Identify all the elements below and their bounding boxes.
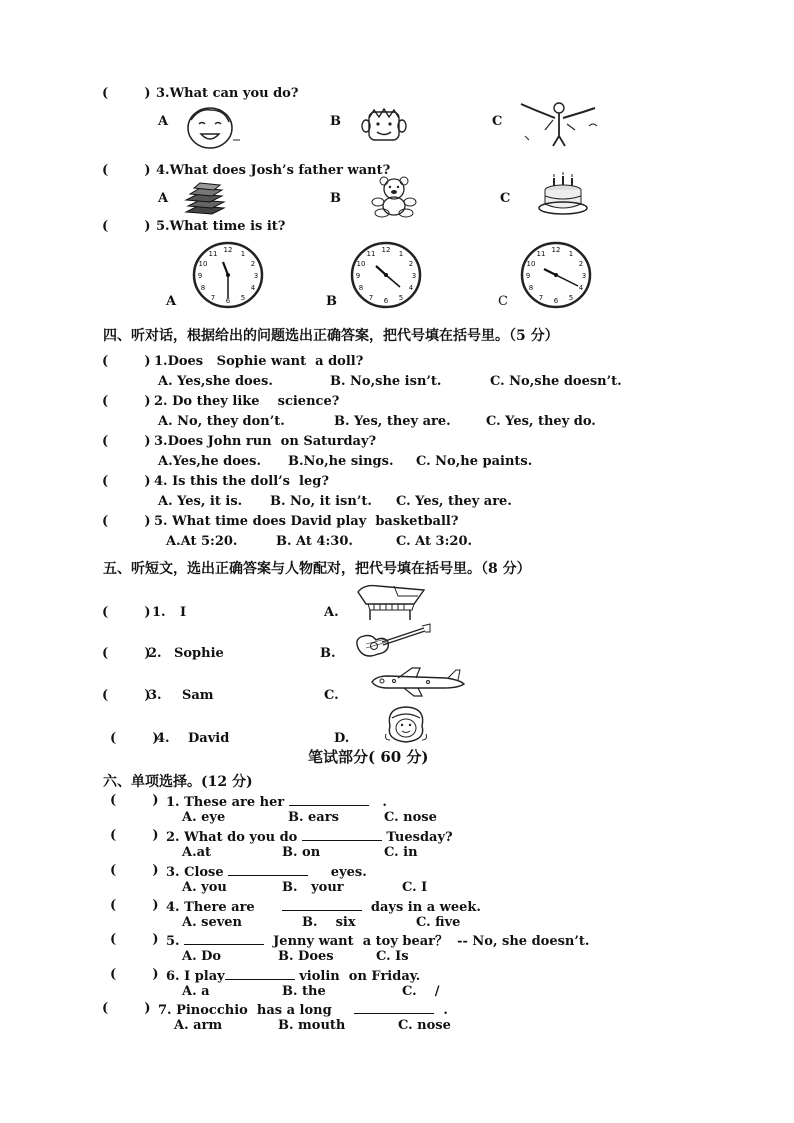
piano-picture <box>354 582 430 622</box>
option-letter: B. <box>320 646 336 661</box>
svg-text:6: 6 <box>225 297 231 305</box>
option-letter: A <box>158 191 169 206</box>
question-paren: ( ) <box>110 898 159 913</box>
stem-before-blank: 2. What do you do <box>166 830 302 845</box>
option-b: B. the <box>282 984 326 999</box>
question-stem <box>166 932 589 950</box>
question-text: 5. What time does David play basketball? <box>154 514 459 529</box>
svg-text:2: 2 <box>578 260 584 268</box>
airplane-picture <box>368 668 468 698</box>
svg-text:7: 7 <box>368 294 374 302</box>
question-number: 4. <box>156 731 170 746</box>
option-a: A.At 5:20. <box>166 534 238 549</box>
option-a: A. No, they don’t. <box>158 414 285 429</box>
option-c: C. nose <box>384 810 437 825</box>
svg-text:11: 11 <box>208 250 218 258</box>
option-c: C. No,she doesn’t. <box>490 374 622 389</box>
option-letter: D. <box>334 731 350 746</box>
svg-text:9: 9 <box>525 272 531 280</box>
svg-text:1: 1 <box>240 250 246 258</box>
section-heading: 五、听短文，选出正确答案与人物配对，把代号填在括号里。（8 分） <box>103 561 531 577</box>
question-stem <box>166 898 481 916</box>
birthday-cake-picture <box>536 172 590 220</box>
question-text: 4.What does Josh’s father want? <box>156 163 391 178</box>
stem-before-blank: 7. Pinocchio has a long <box>158 1003 355 1018</box>
svg-text:11: 11 <box>366 250 376 258</box>
option-letter: B <box>330 191 341 206</box>
option-b: B. Yes, they are. <box>334 414 451 429</box>
option-letter: C <box>498 294 508 309</box>
option-a: A.at <box>182 845 212 860</box>
option-c: C. No,he paints. <box>416 454 533 469</box>
answer-blank <box>184 932 264 945</box>
option-a: A. seven <box>182 915 243 930</box>
question-text: 3.Does John run on Saturday? <box>154 434 377 449</box>
answer-blank <box>354 1001 434 1014</box>
question-paren: ( ) <box>110 793 159 808</box>
question-text: 3.What can you do? <box>156 86 299 101</box>
question-paren: ( ) <box>102 354 151 369</box>
section-heading: 六、单项选择。(12 分) <box>103 774 253 790</box>
option-letter: C <box>492 114 503 129</box>
option-c: C. I <box>402 880 428 895</box>
option-c: C. Yes, they are. <box>396 494 512 509</box>
face-picture <box>185 106 241 150</box>
question-text: 1.Does Sophie want a doll? <box>154 354 364 369</box>
option-b: B. At 4:30. <box>276 534 353 549</box>
stem-after-blank: eyes. <box>308 865 367 880</box>
svg-text:2: 2 <box>408 260 414 268</box>
option-letter: C. <box>324 688 339 703</box>
svg-text:3: 3 <box>411 272 417 280</box>
stem-before-blank: 5. <box>166 934 185 949</box>
svg-text:6: 6 <box>553 297 559 305</box>
svg-text:4: 4 <box>408 284 414 292</box>
stem-after-blank: days in a week. <box>361 900 481 915</box>
answer-blank <box>225 967 295 980</box>
question-paren: ( ) <box>102 434 151 449</box>
question-paren: ( ) <box>102 394 151 409</box>
option-a: A. eye <box>182 810 226 825</box>
question-paren: ( ) <box>110 828 159 843</box>
option-a: A. arm <box>174 1018 223 1033</box>
svg-text:9: 9 <box>197 272 203 280</box>
svg-text:4: 4 <box>578 284 584 292</box>
option-b: B. No, it isn’t. <box>270 494 372 509</box>
person-name: I <box>180 605 187 620</box>
stem-after-blank: violin on Friday. <box>294 969 421 984</box>
option-c: C. in <box>384 845 418 860</box>
option-letter: C <box>500 191 511 206</box>
question-paren: ( ) <box>102 514 151 529</box>
svg-text:5: 5 <box>240 294 246 302</box>
option-letter: A <box>158 114 169 129</box>
svg-text:10: 10 <box>356 260 366 268</box>
option-b: B. your <box>282 880 344 895</box>
svg-text:8: 8 <box>358 284 364 292</box>
svg-text:5: 5 <box>398 294 404 302</box>
option-a: A. Yes,she does. <box>158 374 273 389</box>
clock-picture <box>350 242 422 308</box>
books-picture <box>182 182 228 216</box>
girl-face-picture <box>382 704 432 744</box>
question-paren: ( ) <box>102 646 151 661</box>
option-a: A.Yes,he does. <box>158 454 262 469</box>
person-name: Sophie <box>174 646 224 661</box>
person-arms-up-picture <box>515 100 603 148</box>
option-b: B. mouth <box>278 1018 346 1033</box>
option-c: C. nose <box>398 1018 451 1033</box>
option-c: C. Is <box>376 949 409 964</box>
person-name: Sam <box>182 688 214 703</box>
answer-blank <box>302 828 382 841</box>
svg-text:9: 9 <box>355 272 361 280</box>
question-number: 3. <box>148 688 162 703</box>
question-number: 1. <box>152 605 166 620</box>
question-text: 4. Is this the doll’s leg? <box>154 474 329 489</box>
stem-after-blank: . <box>434 1003 448 1018</box>
guitar-picture <box>352 624 432 662</box>
svg-text:7: 7 <box>210 294 216 302</box>
svg-text:3: 3 <box>581 272 587 280</box>
clock-picture <box>520 242 592 308</box>
question-stem <box>166 863 367 881</box>
svg-text:7: 7 <box>538 294 544 302</box>
person-name: David <box>188 731 230 746</box>
question-paren: ( ) <box>110 863 159 878</box>
option-c: C. Yes, they do. <box>486 414 596 429</box>
svg-text:8: 8 <box>200 284 206 292</box>
question-paren: ( ) <box>102 688 151 703</box>
answer-blank <box>282 898 362 911</box>
svg-text:3: 3 <box>253 272 259 280</box>
question-paren: ( ) <box>102 474 151 489</box>
option-a: A. you <box>182 880 227 895</box>
boy-face-picture <box>360 108 410 144</box>
stem-after-blank: Jenny want a toy bear？ -- No, she doesn’t. <box>264 934 590 949</box>
svg-text:2: 2 <box>250 260 256 268</box>
question-stem <box>166 793 387 811</box>
stem-before-blank: 1. These are her <box>166 795 289 810</box>
question-paren: ( ) <box>110 967 159 982</box>
svg-text:10: 10 <box>526 260 536 268</box>
option-letter: B <box>330 114 341 129</box>
written-part-title: 笔试部分( 60 分) <box>308 748 429 766</box>
option-b: B. six <box>302 915 356 930</box>
stem-after-blank: Tuesday? <box>381 830 453 845</box>
option-a: A. Do <box>182 949 222 964</box>
stem-after-blank: . <box>368 795 387 810</box>
option-c: C. / <box>402 984 440 999</box>
svg-text:12: 12 <box>551 246 561 254</box>
question-stem <box>166 967 420 985</box>
question-text: 2. Do they like science? <box>154 394 340 409</box>
option-letter: A <box>166 294 177 309</box>
option-b: B. Does <box>278 949 334 964</box>
clock-picture <box>192 242 264 308</box>
svg-text:12: 12 <box>381 246 391 254</box>
svg-text:5: 5 <box>568 294 574 302</box>
svg-text:11: 11 <box>536 250 546 258</box>
stem-before-blank: 3. Close <box>166 865 229 880</box>
section-heading: 四、听对话，根据给出的问题选出正确答案，把代号填在括号里。（5 分） <box>103 328 559 344</box>
question-number: 2. <box>148 646 162 661</box>
svg-text:12: 12 <box>223 246 233 254</box>
question-paren: ( ) <box>110 731 159 746</box>
question-paren: ( ) <box>110 932 159 947</box>
answer-blank <box>228 863 308 876</box>
question-stem <box>166 828 453 846</box>
svg-text:1: 1 <box>568 250 574 258</box>
question-paren: ( ) <box>102 163 151 178</box>
svg-text:4: 4 <box>250 284 256 292</box>
svg-text:1: 1 <box>398 250 404 258</box>
question-paren: ( ) <box>102 86 151 101</box>
option-a: A. Yes, it is. <box>158 494 243 509</box>
option-a: A. a <box>182 984 210 999</box>
svg-text:6: 6 <box>383 297 389 305</box>
question-text: 5.What time is it? <box>156 219 286 234</box>
question-stem <box>158 1001 448 1019</box>
option-b: B. No,she isn’t. <box>330 374 442 389</box>
option-c: C. At 3:20. <box>396 534 473 549</box>
option-c: C. five <box>416 915 461 930</box>
option-letter: B <box>326 294 337 309</box>
option-letter: A. <box>324 605 339 620</box>
svg-text:8: 8 <box>528 284 534 292</box>
stem-before-blank: 6. I play <box>166 969 225 984</box>
question-paren: ( ) <box>102 219 151 234</box>
option-b: B.No,he sings. <box>288 454 394 469</box>
answer-blank <box>289 793 369 806</box>
teddy-bear-picture <box>366 176 426 218</box>
question-paren: ( ) <box>102 1001 151 1016</box>
option-b: B. ears <box>288 810 339 825</box>
svg-text:10: 10 <box>198 260 208 268</box>
question-paren: ( ) <box>102 605 151 620</box>
stem-before-blank: 4. There are <box>166 900 282 915</box>
option-b: B. on <box>282 845 321 860</box>
